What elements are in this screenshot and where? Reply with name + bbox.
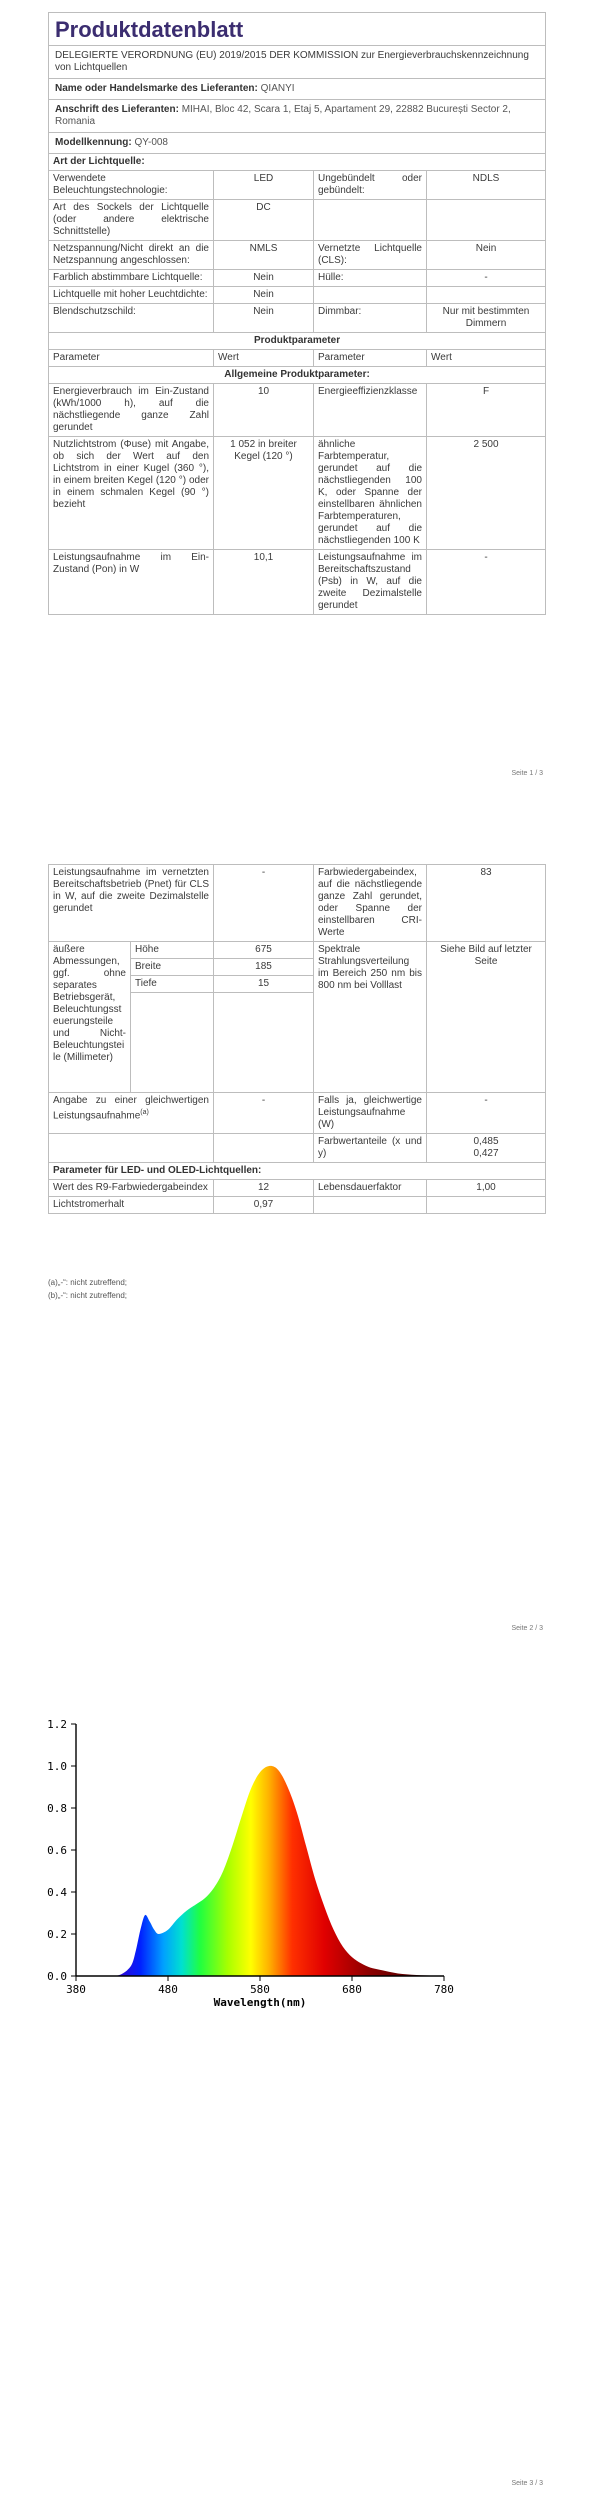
param-label: Lichtquelle mit hoher Leuchtdichte:	[49, 287, 214, 304]
table-row	[49, 287, 546, 304]
param-value: 10	[214, 384, 314, 437]
param-label: Dimmbar:	[314, 304, 427, 333]
param-value: 2 500	[427, 437, 546, 550]
y-tick-label: 0.8	[47, 1802, 67, 1815]
param-label: Farbwiedergabeindex, auf die nächstliegende ganze Zahl gerundet, oder Spanne der einstellbaren CRI-Werte	[314, 865, 427, 942]
x-tick-label: 580	[250, 1983, 270, 1996]
x-tick-label: 780	[434, 1983, 454, 1996]
param-label: Spektrale Strahlungsverteilung im Bereich 250 nm bis 800 nm bei Volllast	[314, 942, 427, 1093]
param-value: 10,1	[214, 550, 314, 615]
param-value	[427, 1197, 546, 1214]
param-label: Leistungsaufnahme im vernetzten Bereitschaftsbetrieb (Pnet) für CLS in W, auf die zweite Dezimalstelle gerundet	[49, 865, 214, 942]
footnote-b: (b)„-“: nicht zutreffend;	[48, 1291, 127, 1300]
page-2	[0, 820, 591, 1650]
supplier-name-label: Name oder Handelsmarke des Lieferanten:	[55, 83, 258, 94]
footnotes	[48, 1276, 127, 1302]
datasheet-table-1	[48, 12, 546, 615]
param-value: Nur mit bestimmten Dimmern	[427, 304, 546, 333]
param-value: -	[214, 865, 314, 942]
table-row	[49, 241, 546, 270]
table-row	[49, 200, 546, 241]
page-title: Produktdatenblatt	[49, 13, 546, 46]
regulation-text: DELEGIERTE VERORDNUNG (EU) 2019/2015 DER KOMMISSION zur Energieverbrauchskennzeichnung von Lichtquellen	[49, 46, 546, 79]
column-header: Wert	[214, 350, 314, 367]
param-label: Farbwertanteile (x und y)	[314, 1134, 427, 1163]
param-value: 0,485 0,427	[427, 1134, 546, 1163]
general-params-header: Allgemeine Produktparameter:	[49, 367, 546, 384]
dimension-name: Höhe	[131, 942, 214, 959]
y-tick-label: 1.2	[47, 1718, 67, 1731]
param-label: Falls ja, gleichwertige Leistungsaufnahme (W)	[314, 1093, 427, 1134]
column-header: Parameter	[314, 350, 427, 367]
page-number-3: Seite 3 / 3	[511, 2480, 543, 2487]
table-row	[49, 942, 546, 959]
param-label: Energieverbrauch im Ein-Zustand (kWh/1000 h), auf die nächstliegende ganze Zahl gerundet	[49, 384, 214, 437]
param-label: Netzspannung/Nicht direkt an die Netzspannung angeschlossen:	[49, 241, 214, 270]
y-tick-label: 0.6	[47, 1844, 67, 1857]
datasheet-table-2	[48, 864, 546, 1214]
model-id: QY-008	[134, 137, 168, 148]
table-row	[49, 865, 546, 942]
param-value: 12	[214, 1180, 314, 1197]
x-tick-label: 380	[66, 1983, 86, 1996]
dimension-value: 15	[214, 976, 314, 993]
y-tick-label: 0.4	[47, 1886, 67, 1899]
param-value: Nein	[214, 270, 314, 287]
param-label: Lebensdauerfaktor	[314, 1180, 427, 1197]
dimensions-label: äußere Abmessungen, ggf. ohne separates Betriebsgerät, Beleuchtungssteuerungsteile und Nicht-Beleuchtungsteile (Millimeter)	[49, 942, 131, 1093]
param-label: Hülle:	[314, 270, 427, 287]
param-label	[314, 1197, 427, 1214]
y-tick-label: 0.2	[47, 1928, 67, 1941]
param-value: 1 052 in breiter Kegel (120 °)	[214, 437, 314, 550]
page-number-1: Seite 1 / 3	[511, 770, 543, 777]
dimension-value: 185	[214, 959, 314, 976]
param-value: NMLS	[214, 241, 314, 270]
param-value: -	[214, 1093, 314, 1134]
param-value: Nein	[427, 241, 546, 270]
table-row	[49, 171, 546, 200]
model-row	[49, 133, 546, 154]
param-value: -	[427, 1093, 546, 1134]
table-row	[49, 1134, 546, 1163]
supplier-address: MIHAI, Bloc 42, Scara 1, Etaj 5, Apartament 29, 22882 București Sector 2, Romania	[55, 104, 511, 127]
param-label: ähnliche Farbtemperatur, gerundet auf die nächstliegenden 100 K, oder Spanne der einstellbaren ähnlichen Farbtemperaturen, gerundet auf die nächstliegenden 100 K	[314, 437, 427, 550]
dimension-name: Breite	[131, 959, 214, 976]
datasheet-page-2	[48, 864, 545, 1214]
supplier-name: QIANYI	[260, 83, 295, 94]
param-value: Siehe Bild auf letzter Seite	[427, 942, 546, 1093]
param-value: -	[427, 270, 546, 287]
product-params-header: Produktparameter	[49, 333, 546, 350]
x-axis-label: Wavelength(nm)	[213, 1996, 307, 2009]
model-label: Modellkennung:	[55, 137, 132, 148]
param-value: LED	[214, 171, 314, 200]
table-row	[49, 1180, 546, 1197]
param-label: Leistungsaufnahme im Ein-Zustand (Pon) in W	[49, 550, 214, 615]
param-value	[427, 200, 546, 241]
param-label: Farblich abstimmbare Lichtquelle:	[49, 270, 214, 287]
param-label: Leistungsaufnahme im Bereitschaftszustand (Psb) in W, auf die zweite Dezimalstelle gerundet	[314, 550, 427, 615]
page-3	[0, 1650, 591, 2510]
param-label: Angabe zu einer gleichwertigen Leistungsaufnahme$^{(a)}$	[49, 1093, 214, 1134]
param-value: 83	[427, 865, 546, 942]
dimension-name: Tiefe	[131, 976, 214, 993]
param-value: 0,97	[214, 1197, 314, 1214]
param-label: Ungebündelt oder gebündelt:	[314, 171, 427, 200]
param-label: Verwendete Beleuchtungstechnologie:	[49, 171, 214, 200]
table-row	[49, 437, 546, 550]
light-source-header: Art der Lichtquelle:	[49, 154, 546, 171]
table-row	[49, 270, 546, 287]
table-row	[49, 1093, 546, 1134]
column-header: Parameter	[49, 350, 214, 367]
param-label: Vernetzte Lichtquelle (CLS):	[314, 241, 427, 270]
dimension-value: 675	[214, 942, 314, 959]
footnote-a: (a)„-“: nicht zutreffend;	[48, 1278, 127, 1287]
param-label: Blendschutzschild:	[49, 304, 214, 333]
param-value: Nein	[214, 287, 314, 304]
spectrum-area	[76, 1766, 444, 1976]
table-row	[49, 384, 546, 437]
param-value: F	[427, 384, 546, 437]
empty-cell	[131, 993, 214, 1093]
y-tick-label: 0.0	[47, 1970, 67, 1983]
empty-cell	[214, 1134, 314, 1163]
supplier-address-label: Anschrift des Lieferanten:	[55, 104, 179, 115]
param-value: 1,00	[427, 1180, 546, 1197]
led-params-header: Parameter für LED- und OLED-Lichtquellen:	[49, 1163, 546, 1180]
page-1	[0, 0, 591, 820]
table-row	[49, 304, 546, 333]
param-value	[427, 287, 546, 304]
spectral-distribution-chart	[20, 1710, 460, 2020]
param-label	[314, 200, 427, 241]
param-value: -	[427, 550, 546, 615]
param-label: Wert des R9-Farbwiedergabeindex	[49, 1180, 214, 1197]
x-tick-label: 680	[342, 1983, 362, 1996]
param-value: NDLS	[427, 171, 546, 200]
param-label: Nutzlichtstrom (Φuse) mit Angabe, ob sich der Wert auf den Lichtstrom in einer Kugel (360 °), in einem breiten Kegel (120 °) oder in einem schmalen Kegel (90 °) bezieht	[49, 437, 214, 550]
y-tick-label: 1.0	[47, 1760, 67, 1773]
table-row	[49, 550, 546, 615]
column-header-row	[49, 350, 546, 367]
param-label	[314, 287, 427, 304]
param-label: Lichtstromerhalt	[49, 1197, 214, 1214]
param-value: DC	[214, 200, 314, 241]
table-row	[49, 1197, 546, 1214]
datasheet-page-1	[48, 12, 545, 615]
empty-cell	[49, 1134, 214, 1163]
supplier-name-row	[49, 79, 546, 100]
x-tick-label: 480	[158, 1983, 178, 1996]
supplier-address-row	[49, 100, 546, 133]
param-value: Nein	[214, 304, 314, 333]
empty-cell	[214, 993, 314, 1093]
column-header: Wert	[427, 350, 546, 367]
page-number-2: Seite 2 / 3	[511, 1625, 543, 1632]
param-label: Energieeffizienzklasse	[314, 384, 427, 437]
param-label: Art des Sockels der Lichtquelle (oder andere elektrische Schnittstelle)	[49, 200, 214, 241]
